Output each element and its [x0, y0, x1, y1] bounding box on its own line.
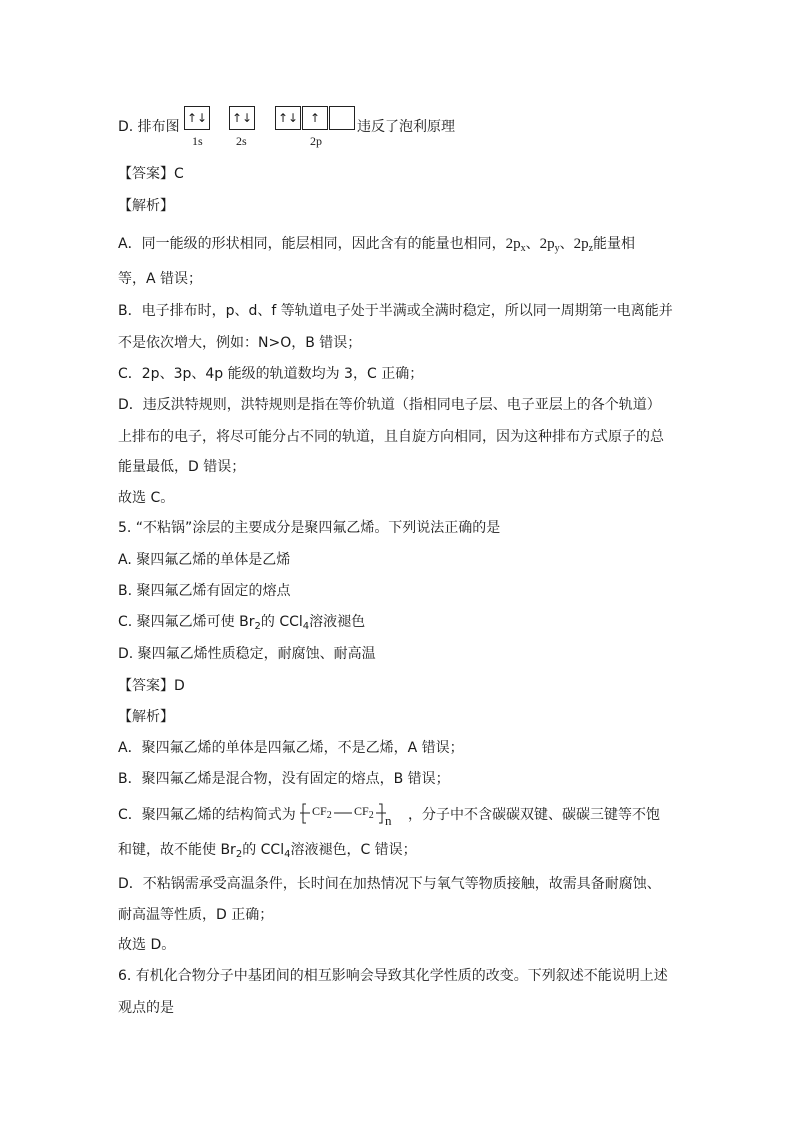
orbital-box: ↑↓	[275, 106, 301, 130]
q4-d-line2: 上排布的电子，将尽可能分占不同的轨道，且自旋方向相同，因为这种排布方式原子的总	[118, 429, 664, 445]
q5-b-line: B．聚四氟乙烯是混合物，没有固定的熔点，B 错误；	[118, 771, 450, 787]
q5-a-line: A．聚四氟乙烯的单体是四氟乙烯，不是乙烯，A 错误；	[118, 740, 464, 756]
q5-d-line2: 耐高温等性质，D 正确；	[118, 907, 274, 923]
q5-option-d: D. 聚四氟乙烯性质稳定，耐腐蚀、耐高温	[118, 646, 376, 662]
q4-d-line3: 能量最低，D 错误；	[118, 459, 246, 475]
q4-c-line: C．2p、3p、4p 能级的轨道数均为 3，C 正确；	[118, 366, 424, 382]
polymer-n: n	[385, 813, 392, 828]
orbital-label-1s: 1s	[192, 134, 203, 148]
q5-c-line1-pre: C．聚四氟乙烯的结构简式为	[118, 807, 296, 823]
d-option-suffix: 违反了泡利原理	[357, 119, 455, 135]
q5-option-b: B. 聚四氟乙烯有固定的熔点	[118, 583, 291, 599]
q4-conclusion: 故选 C。	[118, 490, 175, 506]
q5-option-a: A. 聚四氟乙烯的单体是乙烯	[118, 552, 291, 568]
q4-b-line2: 不是依次增大，例如：N>O，B 错误；	[118, 335, 362, 351]
q6-stem-line2: 观点的是	[118, 1000, 174, 1016]
q6-stem-line1: 6. 有机化合物分子中基团间的相互影响会导致其化学性质的改变。下列叙述不能说明上述	[118, 968, 668, 984]
q5-analysis-title: 【解析】	[118, 709, 174, 725]
q5-c-line2: 和键，故不能使 $Br_2$的 CCl$_4$溶液褪色，C 错误；	[118, 842, 417, 860]
q5-option-c: C. 聚四氟乙烯可使 $Br_2$的 CCl$_4$溶液褪色	[118, 614, 366, 632]
q5-stem: 5. “不粘锅”涂层的主要成分是聚四氟乙烯。下列说法正确的是	[118, 520, 501, 536]
q4-answer: 【答案】C	[118, 166, 184, 182]
orbital-box: ↑↓	[184, 106, 210, 130]
q5-answer: 【答案】D	[118, 678, 185, 694]
q4-a-line1: A．同一能级的形状相同，能层相同，因此含有的能量也相同，$2p_x$、$2p_y$、$2p_z$能量相	[118, 236, 636, 254]
q5-d-line1: D．不粘锅需承受高温条件，长时间在加热情况下与氧气等物质接触，故需具备耐腐蚀、	[118, 876, 661, 892]
q4-a-line2: 等，A 错误；	[118, 271, 203, 287]
q5-conclusion: 故选 D。	[118, 937, 176, 953]
orbital-box: ↑	[302, 106, 328, 130]
q4-b-line1: B．电子排布时，p、d、f 等轨道电子处于半满或全满时稳定，所以同一周期第一电离能并	[118, 303, 673, 319]
orbital-label-2s: 2s	[236, 134, 247, 148]
orbital-label-2p: 2p	[310, 134, 322, 148]
q5-c-line1-post: ，分子中不含碳碳双键、碳碳三键等不饱	[408, 807, 660, 823]
q4-analysis-title: 【解析】	[118, 198, 174, 214]
orbital-box	[329, 106, 355, 130]
orbital-box: ↑↓	[229, 106, 255, 130]
d-option-prefix: D. 排布图	[118, 119, 180, 135]
q4-d-line1: D．违反洪特规则，洪特规则是指在等价轨道（指相同电子层、电子亚层上的各个轨道）	[118, 397, 661, 413]
